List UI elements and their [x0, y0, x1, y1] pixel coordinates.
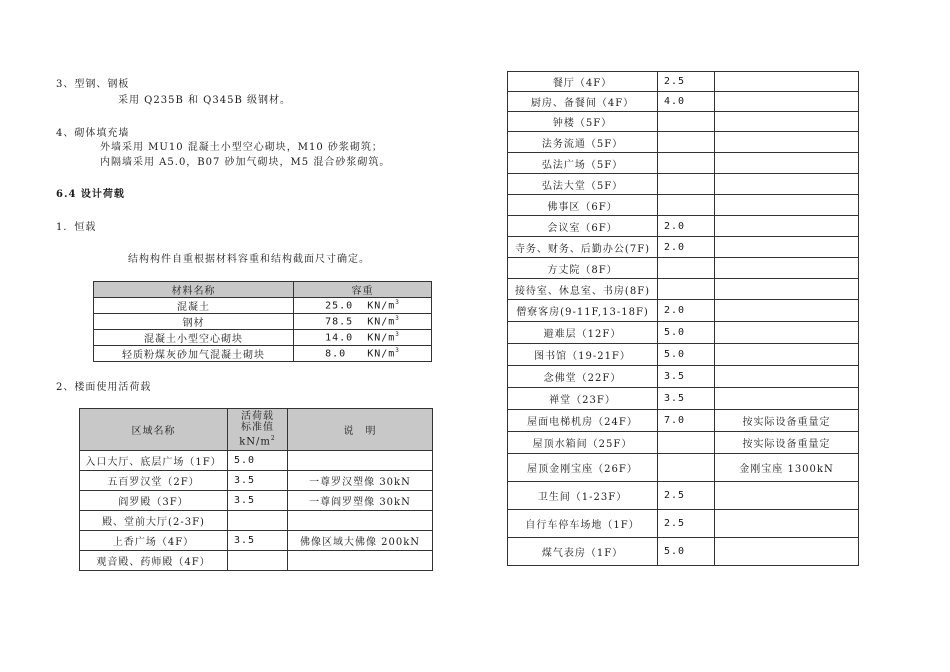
- load-note: [715, 366, 859, 388]
- load-note: [715, 322, 859, 344]
- zone-name: 屋面电梯机房（24F）: [508, 410, 658, 432]
- load-note: [715, 237, 859, 258]
- zone-name: 钟楼（5F）: [508, 112, 658, 132]
- load-value: 5.0: [658, 322, 715, 344]
- load-value: 4.0: [658, 92, 715, 112]
- load-note: [715, 279, 859, 300]
- materials-header-value: 容重: [294, 282, 432, 298]
- section4-line2: 内隔墙采用 A5.0，B07 砂加气砌块，M5 混合砂浆砌筑。: [100, 157, 391, 168]
- load-note: [715, 174, 859, 195]
- load-note: [715, 153, 859, 174]
- zone-name: 禅堂（23F）: [508, 388, 658, 410]
- load-note: 一尊阎罗塑像 30kN: [288, 491, 433, 511]
- deadload-title: 1．恒载: [56, 222, 97, 233]
- zone-name: 寺务、财务、后勤办公(7F): [508, 237, 658, 258]
- load-value: 3.5: [658, 388, 715, 410]
- zone-name: 屋顶金刚宝座（26F）: [508, 454, 658, 482]
- material-name: 混凝土小型空心砌块: [94, 330, 294, 346]
- zone-name: 方丈院（8F）: [508, 258, 658, 279]
- zone-name: 弘法大堂（5F）: [508, 174, 658, 195]
- zone-name: 煤气表房（1F）: [508, 538, 658, 566]
- load-note: 佛像区域大佛像 200kN: [288, 531, 433, 551]
- load-note: [715, 112, 859, 132]
- zone-name: 五百罗汉堂（2F）: [80, 471, 228, 491]
- load-value: [228, 551, 288, 571]
- load-note: [288, 451, 433, 471]
- load-value: 5.0: [658, 538, 715, 566]
- zone-name: 上香广场（4F）: [80, 531, 228, 551]
- load-note: [715, 482, 859, 510]
- section4-title: 4、砌体填充墙: [56, 128, 130, 139]
- materials-table: [93, 281, 432, 362]
- section3-line1: 采用 Q235B 和 Q345B 级钢材。: [118, 95, 291, 106]
- zone-name: 观音殿、药师殿（4F）: [80, 551, 228, 571]
- material-density: 78.5 $KN/m^3$: [294, 314, 432, 330]
- zone-name: 弘法广场（5F）: [508, 153, 658, 174]
- material-name: 混凝土: [94, 298, 294, 314]
- load-note: [715, 344, 859, 366]
- load-value: 2.5: [658, 482, 715, 510]
- load-note: [715, 258, 859, 279]
- zone-name: 僧寮客房(9-11F,13-18F): [508, 300, 658, 322]
- load-note: [715, 300, 859, 322]
- material-name: 钢材: [94, 314, 294, 330]
- load-note: [715, 388, 859, 410]
- material-density: 8.0 $KN/m^3$: [294, 346, 432, 362]
- liveload-title: 2、楼面使用活荷载: [56, 382, 152, 393]
- load-note: [715, 510, 859, 538]
- load-value: [658, 174, 715, 195]
- load-value: 3.5: [228, 531, 288, 551]
- zone-name: 念佛堂（22F）: [508, 366, 658, 388]
- load-note: 按实际设备重量定: [715, 410, 859, 432]
- header-note: 说 明: [288, 409, 433, 451]
- load-note: [715, 72, 859, 92]
- section3-title: 3、型钢、钢板: [56, 79, 130, 90]
- materials-header-name: 材料名称: [94, 282, 294, 298]
- load-note: [715, 92, 859, 112]
- load-value: 2.0: [658, 216, 715, 237]
- header-value: 活荷载 标准值 $kN/m^2$: [228, 409, 288, 451]
- load-value: 3.5: [228, 491, 288, 511]
- load-note: 金刚宝座 1300kN: [715, 454, 859, 482]
- zone-name: 会议室（6F）: [508, 216, 658, 237]
- load-value: [658, 195, 715, 216]
- deadload-desc: 结构构件自重根据材料容重和结构截面尺寸确定。: [128, 254, 370, 265]
- liveload-table-left: [79, 408, 433, 571]
- load-value: 5.0: [658, 344, 715, 366]
- load-note: [715, 538, 859, 566]
- zone-name: 佛事区（6F）: [508, 195, 658, 216]
- load-value: 2.5: [658, 510, 715, 538]
- load-value: [658, 258, 715, 279]
- zone-name: 餐厅（4F）: [508, 72, 658, 92]
- section4-line1: 外墙采用 MU10 混凝土小型空心砌块，M10 砂浆砌筑；: [100, 142, 383, 153]
- zone-name: 入口大厅、底层广场（1F）: [80, 451, 228, 471]
- liveload-table-right: [507, 71, 859, 566]
- load-value: [658, 112, 715, 132]
- load-value: 2.5: [658, 72, 715, 92]
- load-note: [715, 195, 859, 216]
- load-value: 5.0: [228, 451, 288, 471]
- zone-name: 屋顶水箱间（25F）: [508, 432, 658, 454]
- zone-name: 卫生间（1-23F）: [508, 482, 658, 510]
- material-name: 轻质粉煤灰砂加气混凝土砌块: [94, 346, 294, 362]
- load-value: [658, 432, 715, 454]
- zone-name: 阎罗殿（3F）: [80, 491, 228, 511]
- zone-name: 接待室、休息室、书房(8F): [508, 279, 658, 300]
- header-zone: 区域名称: [80, 409, 228, 451]
- load-note: 一尊罗汉塑像 30kN: [288, 471, 433, 491]
- load-value: [658, 279, 715, 300]
- load-value: [658, 153, 715, 174]
- zone-name: 自行车停车场地（1F）: [508, 510, 658, 538]
- load-value: 2.0: [658, 237, 715, 258]
- load-note: [715, 132, 859, 153]
- zone-name: 殿、堂前大厅(2-3F): [80, 511, 228, 531]
- load-value: 3.5: [658, 366, 715, 388]
- load-note: [715, 216, 859, 237]
- load-value: [228, 511, 288, 531]
- zone-name: 法务流通（5F）: [508, 132, 658, 153]
- load-value: [658, 454, 715, 482]
- load-value: 2.0: [658, 300, 715, 322]
- load-value: [658, 132, 715, 153]
- material-density: 14.0 $KN/m^3$: [294, 330, 432, 346]
- load-note: [288, 511, 433, 531]
- load-value: 3.5: [228, 471, 288, 491]
- section-heading: 6.4 设计荷载: [56, 189, 125, 200]
- material-density: 25.0 $KN/m^3$: [294, 298, 432, 314]
- load-note: [288, 551, 433, 571]
- load-note: 按实际设备重量定: [715, 432, 859, 454]
- zone-name: 厨房、备餐间（4F）: [508, 92, 658, 112]
- load-value: 7.0: [658, 410, 715, 432]
- zone-name: 图书馆（19-21F）: [508, 344, 658, 366]
- zone-name: 避难层（12F）: [508, 322, 658, 344]
